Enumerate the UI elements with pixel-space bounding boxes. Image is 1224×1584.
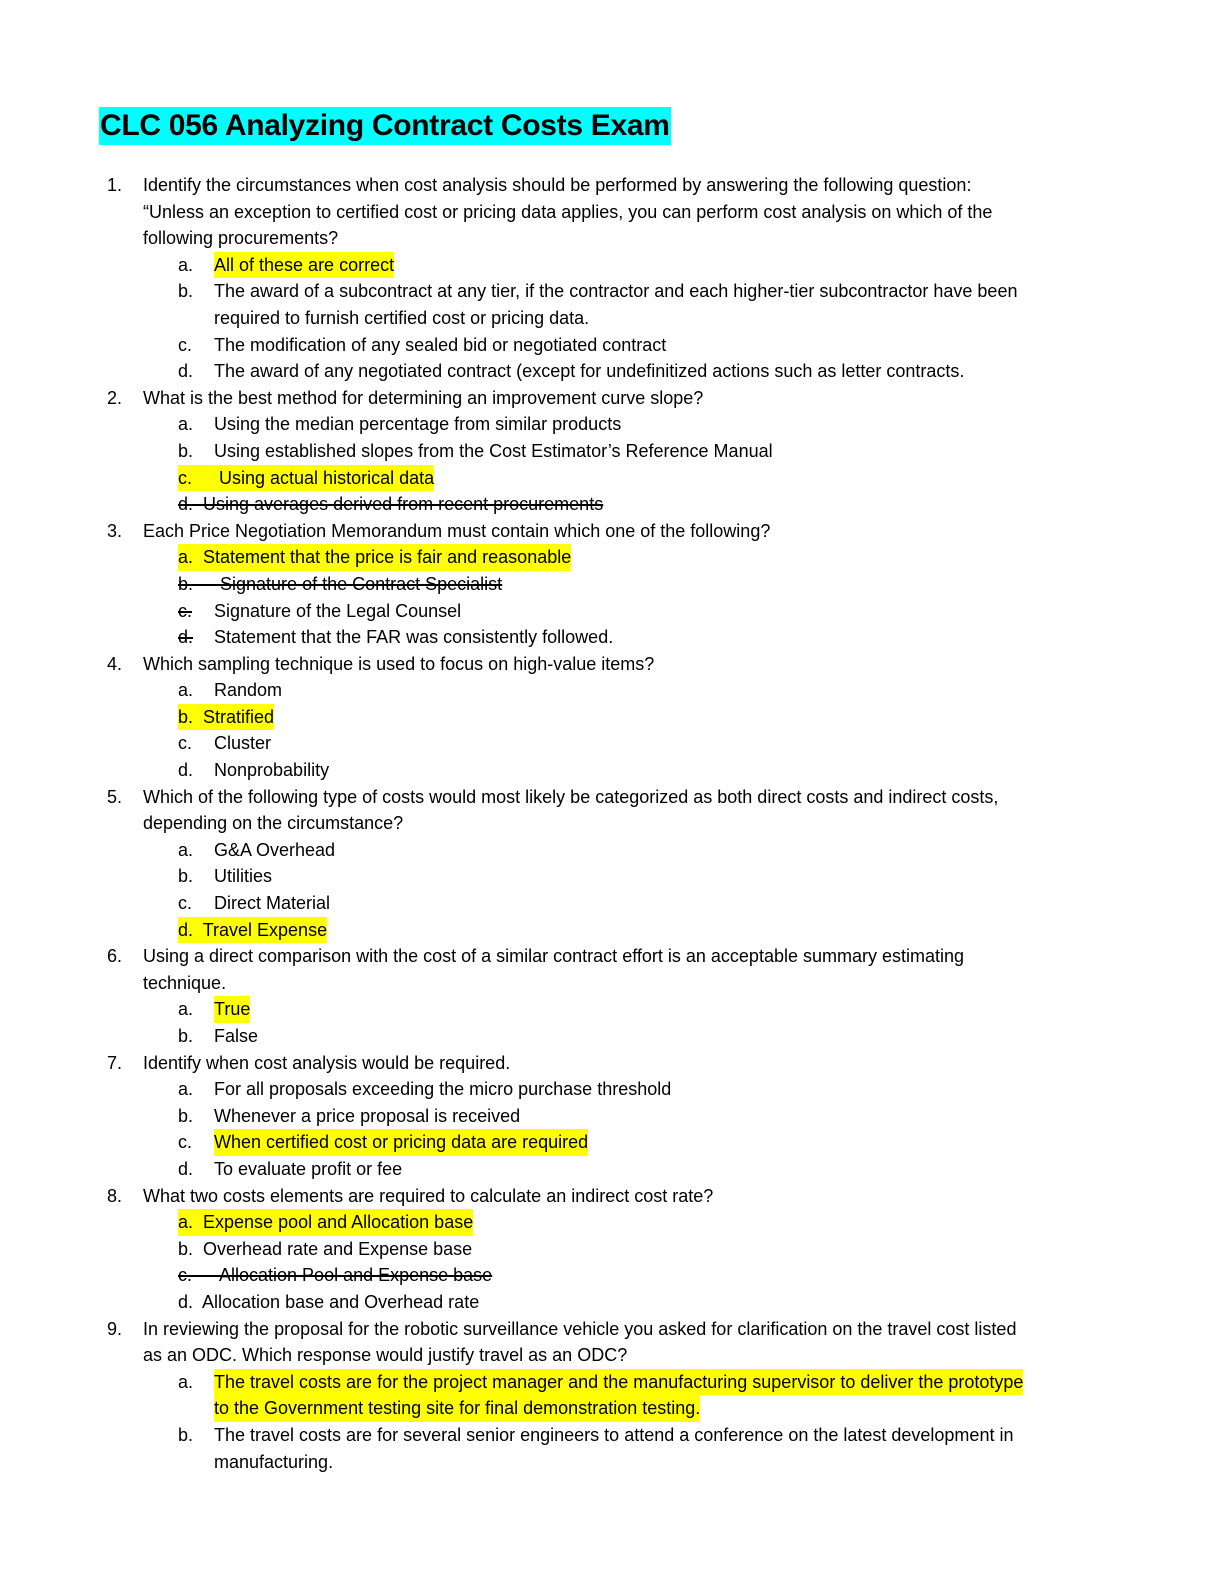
option-text: Direct Material	[214, 893, 331, 914]
answer-option	[0, 624, 1224, 651]
question-line	[0, 810, 1224, 837]
option-letter: b.	[178, 281, 194, 302]
question-text: In reviewing the proposal for the robotic surveillance vehicle you asked for clarification on the travel cost listed	[143, 1318, 1017, 1339]
answer-option	[0, 837, 1224, 864]
option-text: G&A Overhead	[214, 839, 336, 860]
question-5	[0, 784, 1224, 944]
option-letter: a.	[178, 839, 194, 860]
answer-option	[0, 1289, 1224, 1316]
question-number: 3.	[107, 520, 123, 541]
answer-option	[0, 996, 1224, 1023]
question-7	[0, 1050, 1224, 1183]
option-label: b. Signature of the Contract Specialist	[178, 573, 503, 594]
question-6	[0, 943, 1224, 1049]
answer-option	[0, 571, 1224, 598]
option-text: Cluster	[214, 733, 272, 754]
option-letter: a.	[178, 254, 194, 275]
answer-option	[0, 890, 1224, 917]
option-letter: a.	[178, 680, 194, 701]
option-text: When certified cost or pricing data are required	[214, 1129, 588, 1156]
option-letter: d.	[178, 361, 194, 382]
option-text: The award of any negotiated contract (except for undefinitized actions such as letter contracts.	[214, 361, 965, 382]
answer-option	[0, 677, 1224, 704]
question-line	[0, 172, 1224, 199]
question-number: 6.	[107, 946, 123, 967]
option-text: The travel costs are for the project manager and the manufacturing supervisor to deliver the prototype	[214, 1369, 1023, 1396]
question-text: Identify the circumstances when cost analysis should be performed by answering the following question:	[143, 175, 972, 195]
option-letter: b.	[178, 866, 194, 887]
option-letter: d.	[178, 627, 194, 648]
option-letter: a.	[178, 1371, 194, 1392]
question-text: Each Price Negotiation Memorandum must contain which one of the following?	[143, 520, 771, 541]
answer-option	[0, 917, 1224, 944]
question-number: 8.	[107, 1185, 123, 1206]
question-line	[0, 943, 1224, 970]
question-line	[0, 385, 1224, 412]
option-letter: b.	[178, 1105, 194, 1126]
question-text: What is the best method for determining an improvement curve slope?	[143, 387, 704, 408]
option-label: c. Using actual historical data	[178, 465, 434, 492]
option-text: Signature of the Legal Counsel	[214, 600, 462, 621]
question-text: Using a direct comparison with the cost of a similar contract effort is an acceptable summary estimating	[143, 946, 965, 967]
question-text: Which of the following type of costs would most likely be categorized as both direct costs and indirect costs,	[143, 786, 999, 807]
option-text: required to furnish certified cost or pricing data.	[214, 307, 590, 328]
answer-option	[0, 1395, 1224, 1422]
option-text: Nonprobability	[214, 760, 330, 781]
answer-option	[0, 598, 1224, 625]
option-letter: d.	[178, 1158, 194, 1179]
option-letter: a.	[178, 414, 194, 435]
option-label: b. Stratified	[178, 704, 274, 731]
option-text: For all proposals exceeding the micro purchase threshold	[214, 1079, 672, 1100]
option-text: The travel costs are for several senior engineers to attend a conference on the latest development in	[214, 1424, 1014, 1445]
question-1	[0, 172, 1224, 385]
answer-option	[0, 544, 1224, 571]
answer-option	[0, 1129, 1224, 1156]
option-letter: b.	[178, 1424, 194, 1445]
option-letter: c.	[178, 1132, 193, 1153]
option-letter: d.	[178, 760, 194, 781]
option-text: False	[214, 1026, 259, 1046]
option-text: The award of a subcontract at any tier, if the contractor and each higher-tier subcontractor have been	[214, 281, 1018, 302]
option-label: a. Statement that the price is fair and reasonable	[178, 544, 571, 571]
answer-option	[0, 1209, 1224, 1236]
question-text: following procurements?	[143, 228, 339, 249]
option-letter: c.	[178, 334, 193, 355]
option-text: All of these are correct	[214, 252, 394, 279]
option-label: c. Allocation Pool and Expense base	[178, 1265, 493, 1286]
question-line	[0, 970, 1224, 997]
question-8	[0, 1183, 1224, 1316]
option-text: manufacturing.	[214, 1451, 334, 1472]
option-label: d. Travel Expense	[178, 917, 327, 944]
answer-option	[0, 252, 1224, 279]
question-line	[0, 1183, 1224, 1210]
answer-option	[0, 704, 1224, 731]
option-letter: c.	[178, 893, 193, 914]
answer-option	[0, 465, 1224, 492]
answer-option	[0, 1103, 1224, 1130]
question-line	[0, 1316, 1224, 1343]
answer-option	[0, 1449, 1224, 1476]
option-letter: a.	[178, 1079, 194, 1100]
answer-option	[0, 491, 1224, 518]
option-text: Utilities	[214, 866, 273, 887]
question-9	[0, 1316, 1224, 1476]
answer-option	[0, 1156, 1224, 1183]
answer-option	[0, 332, 1224, 359]
question-number: 7.	[107, 1052, 123, 1073]
option-text: Statement that the FAR was consistently followed.	[214, 627, 614, 648]
question-text: technique.	[143, 972, 227, 993]
question-line	[0, 199, 1224, 226]
question-text: as an ODC. Which response would justify travel as an ODC?	[143, 1345, 628, 1366]
answer-option	[0, 730, 1224, 757]
question-number: 5.	[107, 786, 123, 807]
answer-option	[0, 278, 1224, 305]
question-number: 4.	[107, 653, 123, 674]
answer-option	[0, 411, 1224, 438]
question-line	[0, 784, 1224, 811]
option-letter: b.	[178, 1026, 194, 1046]
answer-option	[0, 438, 1224, 465]
question-text: Identify when cost analysis would be required.	[143, 1052, 511, 1073]
option-label: d. Allocation base and Overhead rate	[178, 1291, 480, 1312]
option-text: to the Government testing site for final demonstration testing.	[214, 1395, 700, 1422]
question-line	[0, 1342, 1224, 1369]
option-text: Using the median percentage from similar products	[214, 414, 622, 435]
option-letter: b.	[178, 440, 194, 461]
option-text: Whenever a price proposal is received	[214, 1105, 521, 1126]
question-list	[0, 172, 1224, 1475]
question-number: 2.	[107, 387, 123, 408]
question-number: 1.	[107, 175, 123, 195]
question-line	[0, 225, 1224, 252]
answer-option	[0, 1076, 1224, 1103]
option-label: b. Overhead rate and Expense base	[178, 1238, 473, 1259]
option-label: d. Using averages derived from recent procurements	[178, 494, 604, 515]
option-text: Random	[214, 680, 283, 701]
question-text: Which sampling technique is used to focus on high-value items?	[143, 653, 655, 674]
answer-option	[0, 863, 1224, 890]
answer-option	[0, 1023, 1224, 1050]
option-letter: c.	[178, 733, 193, 754]
question-text: What two costs elements are required to calculate an indirect cost rate?	[143, 1185, 714, 1206]
question-3	[0, 518, 1224, 651]
option-label: a. Expense pool and Allocation base	[178, 1209, 473, 1236]
option-text: To evaluate profit or fee	[214, 1158, 403, 1179]
question-line	[0, 1050, 1224, 1077]
question-4	[0, 651, 1224, 784]
answer-option	[0, 1236, 1224, 1263]
question-text: “Unless an exception to certified cost or pricing data applies, you can perform cost analysis on which of the	[143, 201, 993, 222]
answer-option	[0, 358, 1224, 385]
page-title: CLC 056 Analyzing Contract Costs Exam	[99, 107, 671, 145]
question-text: depending on the circumstance?	[143, 813, 404, 834]
question-number: 9.	[107, 1318, 123, 1339]
option-letter: a.	[178, 999, 194, 1020]
option-text: Using established slopes from the Cost Estimator’s Reference Manual	[214, 440, 773, 461]
option-text: True	[214, 996, 250, 1023]
answer-option	[0, 757, 1224, 784]
option-letter: c.	[178, 600, 193, 621]
answer-option	[0, 1369, 1224, 1396]
answer-option	[0, 1422, 1224, 1449]
question-line	[0, 518, 1224, 545]
option-text: The modification of any sealed bid or negotiated contract	[214, 334, 667, 355]
answer-option	[0, 1262, 1224, 1289]
question-2	[0, 385, 1224, 518]
answer-option	[0, 305, 1224, 332]
question-line	[0, 651, 1224, 678]
